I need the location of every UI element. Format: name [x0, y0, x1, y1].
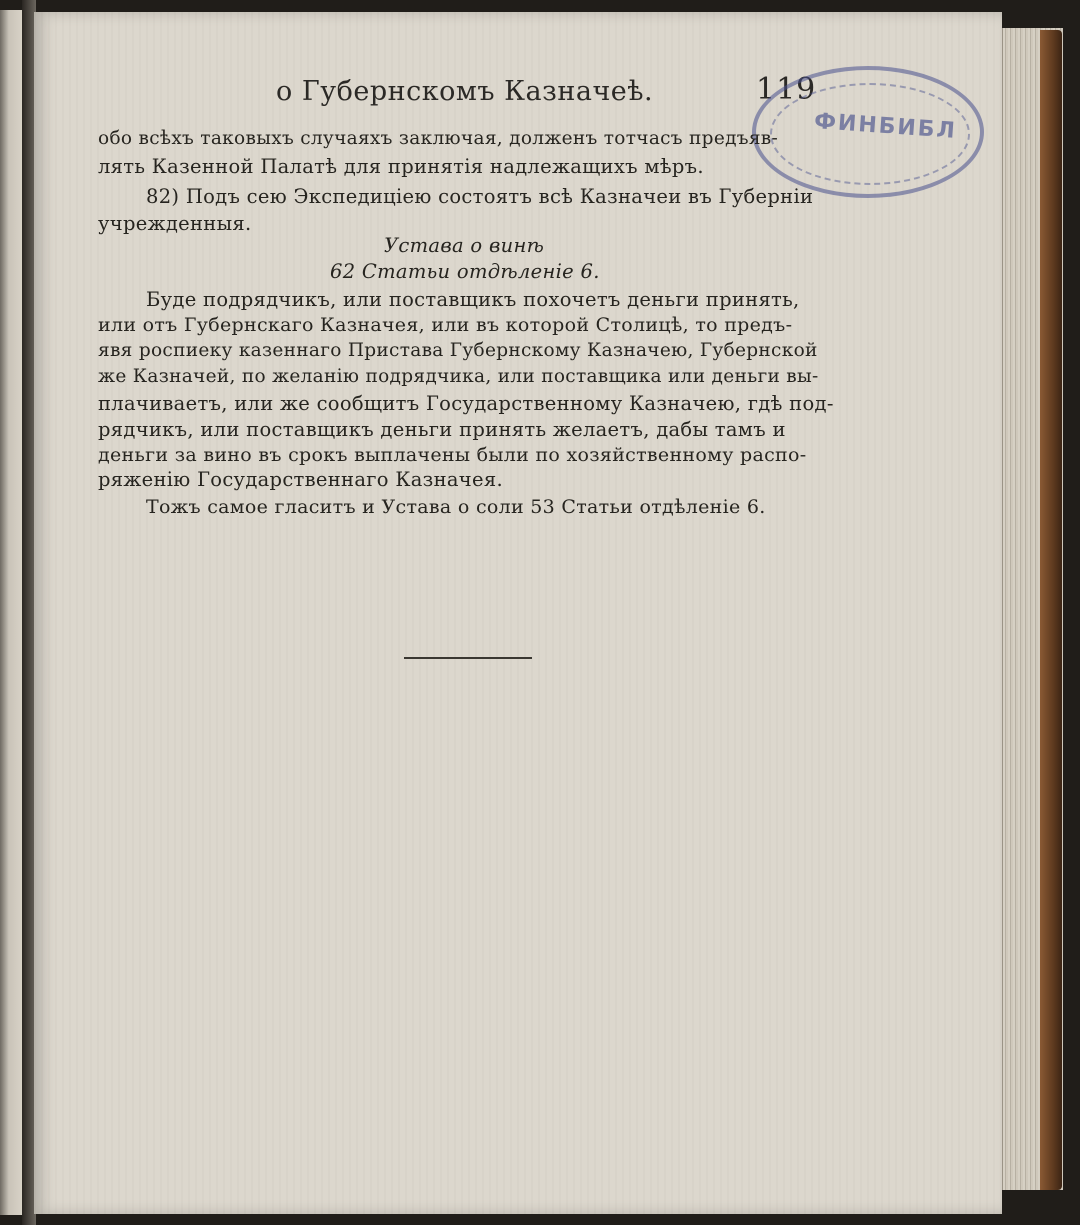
leather-binding [1040, 30, 1062, 1190]
text-line: Тожъ самое гласитъ и Устава о соли 53 Статьи отдѣленіе 6. [146, 496, 766, 518]
text-line: лять Казенной Палатѣ для принятія надлежащихъ мѣръ. [98, 155, 704, 178]
text-line: ряженію Государственнаго Казначея. [98, 468, 503, 491]
left-page-edge [0, 10, 24, 1215]
section-subheading: 62 Статьи отдѣленіе 6. [330, 260, 600, 283]
text-line: явя роспиеку казеннаго Пристава Губернскому Казначею, Губернской [98, 340, 818, 361]
section-divider [404, 657, 532, 659]
text-line: или отъ Губернскаго Казначея, или въ которой Столицѣ, то предъ- [98, 314, 793, 336]
text-line: рядчикъ, или поставщикъ деньги принять желаетъ, дабы тамъ и [98, 418, 786, 441]
text-line: деньги за вино въ срокъ выплачены были по хозяйственному распо- [98, 444, 807, 466]
text-line: же Казначей, по желанію подрядчика, или поставщика или деньги вы- [98, 366, 819, 387]
page-number: 119 [756, 72, 817, 107]
library-stamp [752, 66, 984, 198]
running-head: о Губернскомъ Казначеѣ. [276, 76, 654, 107]
section-heading: Устава о винѣ [384, 234, 545, 257]
text-line: 82) Подъ сею Экспедиціею состоятъ всѣ Казначеи въ Губерніи [146, 185, 814, 208]
text-line: обо всѣхъ таковыхъ случаяхъ заключая, долженъ тотчасъ предъяв- [98, 128, 779, 149]
text-line: Буде подрядчикъ, или поставщикъ похочетъ деньги принять, [146, 288, 800, 311]
text-line: учрежденныя. [98, 212, 252, 235]
text-line: плачиваетъ, или же сообщитъ Государственному Казначею, гдѣ под- [98, 392, 834, 415]
stamp-text: ФИНБИБЛ [813, 109, 958, 144]
